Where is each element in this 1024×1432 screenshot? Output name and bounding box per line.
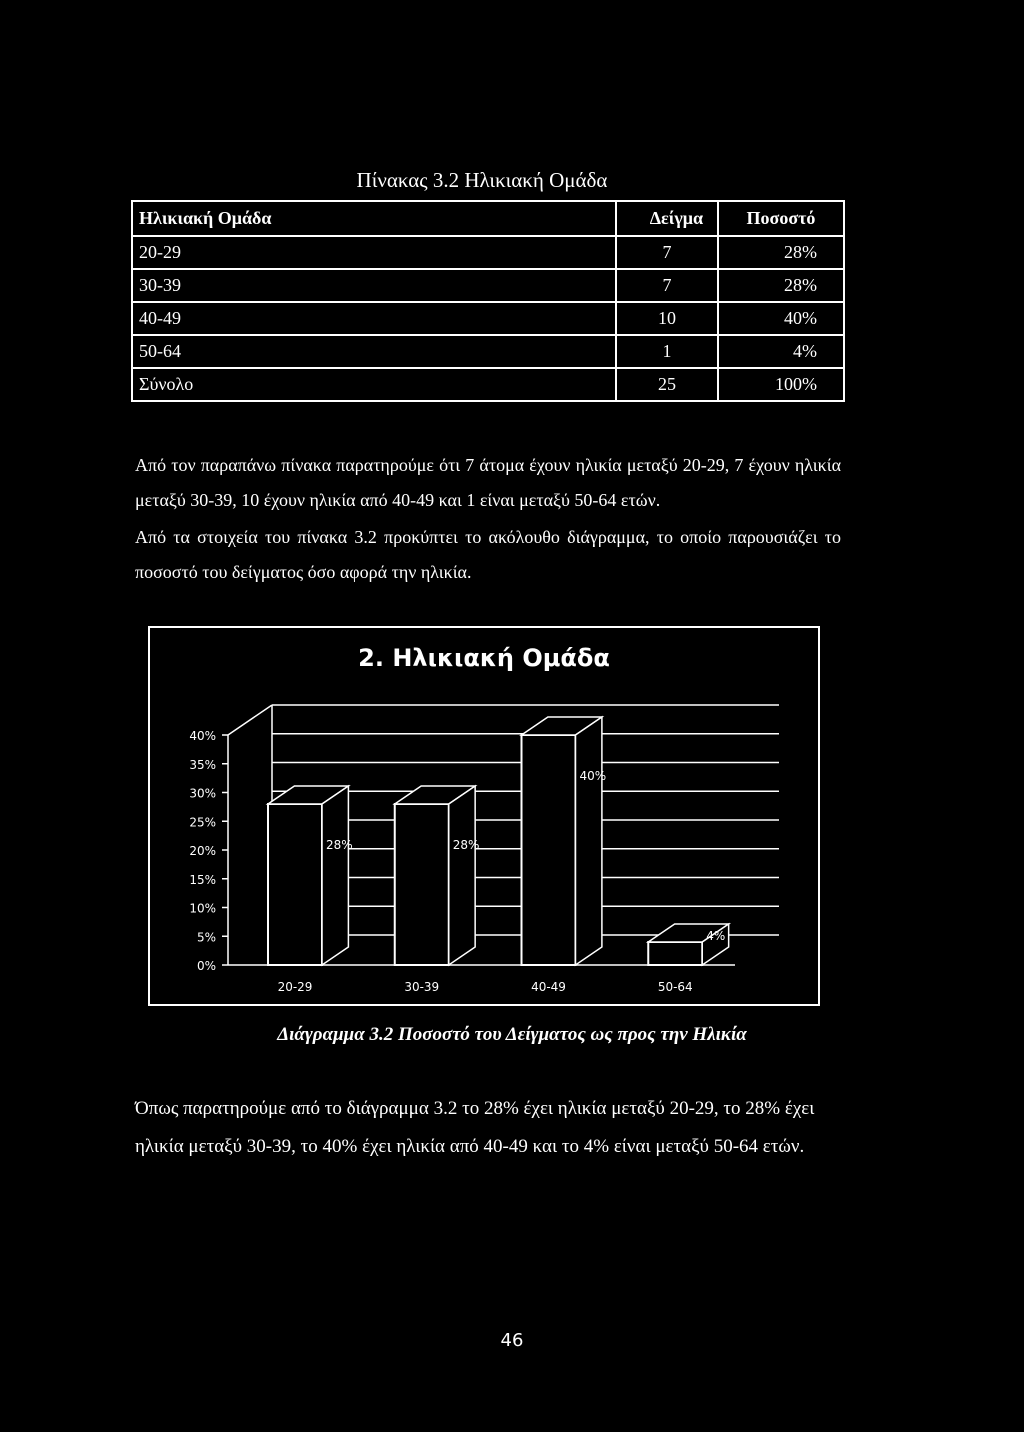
- paragraph-chart-summary: Όπως παρατηρούμε από το διάγραμμα 3.2 το 28% έχει ηλικία μεταξύ 20-29, το 28% έχει ηλικία μεταξύ 30-39, το 40% έχει ηλικία από 40-49 και το 4% είναι μεταξύ 50-64 ετών.: [135, 1098, 815, 1157]
- table-caption: Πίνακας 3.2 Ηλικιακή Ομάδα: [356, 168, 608, 192]
- table-cell-sample: 10: [616, 302, 718, 335]
- table-cell-age: 20-29: [132, 236, 616, 269]
- table-cell-age: 30-39: [132, 269, 616, 302]
- table-cell-percentage: 40%: [718, 302, 844, 335]
- y-tick-label: 0%: [196, 959, 216, 973]
- chart-title: 2. Ηλικιακή Ομάδα: [358, 644, 610, 672]
- y-tick-label: 20%: [189, 844, 216, 858]
- table-cell-sample: 7: [616, 269, 718, 302]
- y-tick-label: 15%: [189, 872, 216, 887]
- table-cell-percentage: 28%: [718, 269, 844, 302]
- y-tick-label: 10%: [189, 901, 216, 916]
- bar-front: [522, 735, 576, 965]
- x-tick-label: 40-49: [531, 980, 566, 994]
- table-cell-total-sample: 25: [616, 368, 718, 401]
- y-tick-label: 30%: [189, 786, 216, 801]
- column-header-percentage: Ποσοστό: [718, 201, 844, 236]
- data-label: 28%: [326, 838, 353, 852]
- table-cell-total-label: Σύνολο: [132, 368, 616, 401]
- column-header-sample: Δείγμα: [616, 201, 718, 236]
- bar-front: [268, 804, 322, 965]
- table-cell-percentage: 28%: [718, 236, 844, 269]
- bar-side: [449, 786, 475, 965]
- y-tick-label: 35%: [189, 757, 216, 772]
- bar-front: [395, 804, 449, 965]
- y-tick-label: 5%: [196, 930, 216, 945]
- y-tick-label: 40%: [189, 729, 216, 743]
- x-tick-label: 30-39: [404, 980, 440, 994]
- data-label: 40%: [579, 769, 607, 783]
- data-label: 28%: [452, 838, 480, 852]
- bar-front: [648, 942, 702, 965]
- x-tick-label: 50-64: [657, 980, 693, 994]
- table-cell-sample: 1: [616, 335, 718, 368]
- y-tick-label: 25%: [189, 815, 216, 830]
- x-tick-label: 20-29: [277, 980, 313, 994]
- table-cell-sample: 7: [616, 236, 718, 269]
- table-cell-percentage: 4%: [718, 335, 844, 368]
- chart-depth-edge: [228, 705, 272, 735]
- chart-caption: Διάγραμμα 3.2 Ποσοστό του Δείγματος ως προς την Ηλικία: [277, 1024, 747, 1045]
- table-cell-age: 40-49: [132, 302, 616, 335]
- column-header-age-group: Ηλικιακή Ομάδα: [132, 201, 616, 236]
- page-number: 46: [500, 1330, 524, 1351]
- bar-side: [576, 717, 602, 965]
- paragraph-table-summary: Από τον παραπάνω πίνακα παρατηρούμε ότι 7 άτομα έχουν ηλικία μεταξύ 20-29, 7 έχουν ηλικία μεταξύ 30-39, 10 έχουν ηλικία από 40-49 και 1 είναι μεταξύ 50-64 ετών.: [135, 455, 841, 510]
- bar-side: [322, 786, 348, 965]
- data-label: 4%: [706, 929, 726, 943]
- paragraph-chart-intro: Από τα στοιχεία του πίνακα 3.2 προκύπτει το ακόλουθο διάγραμμα, το οποίο παρουσιάζει το ποσοστό του δείγματος όσο αφορά την ηλικία.: [135, 527, 841, 582]
- table-cell-age: 50-64: [132, 335, 616, 368]
- table-cell-total-percentage: 100%: [718, 368, 844, 401]
